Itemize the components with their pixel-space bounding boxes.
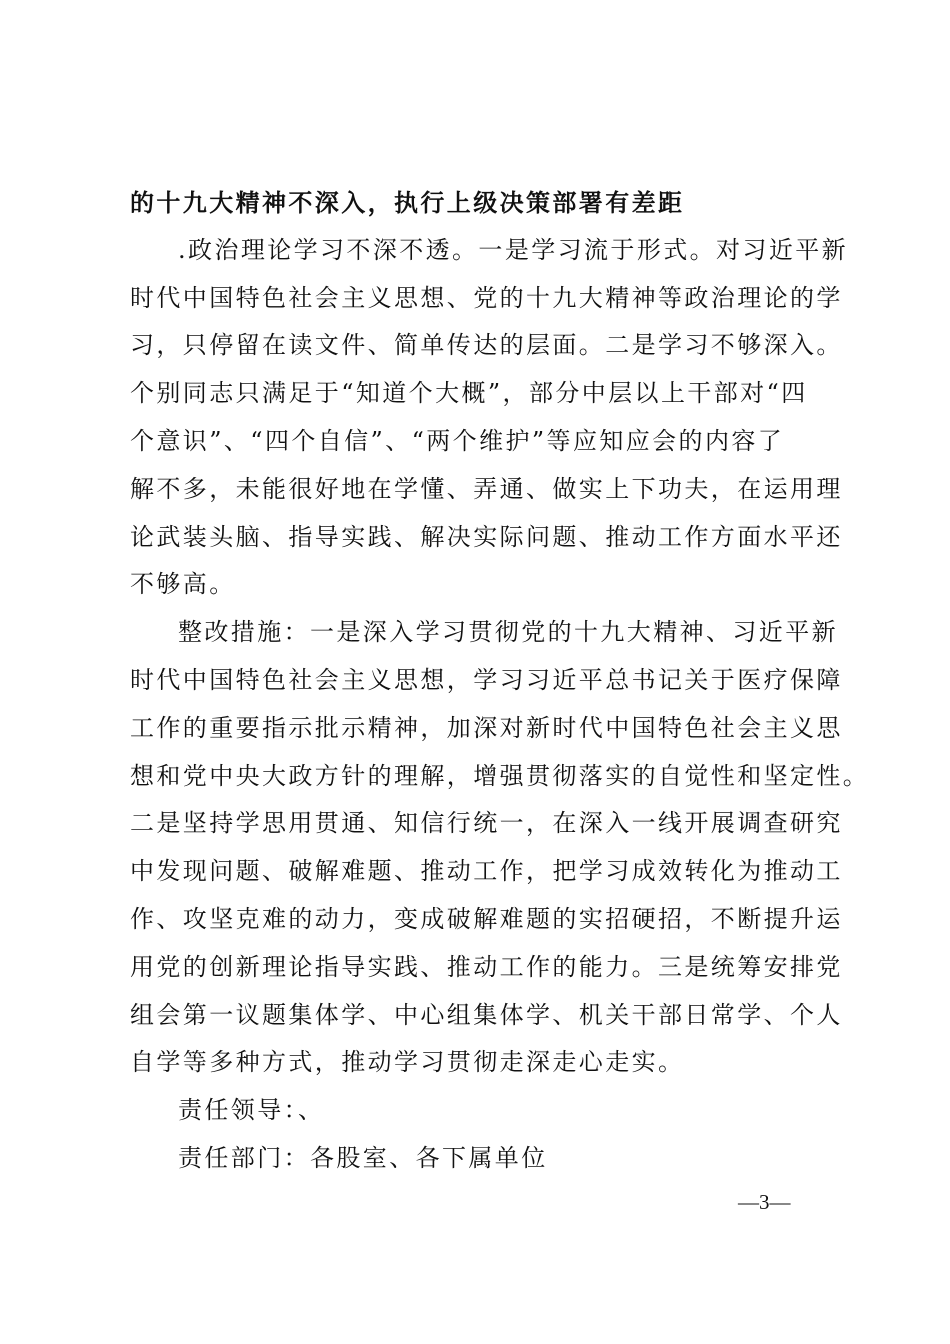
paragraph-line: .政治理论学习不深不透。一是学习流于形式。对习近平新 (178, 235, 849, 264)
paragraph-line: 二是坚持学思用贯通、知信行统一，在深入一线开展调查研究 (130, 809, 843, 838)
responsible-leader: 责任领导：、 (178, 1096, 325, 1125)
paragraph-line: 个别同志只满足于“知道个大概”，部分中层以上干部对“四 (130, 379, 808, 408)
paragraph-line: 不够高。 (130, 570, 236, 599)
paragraph-line: 中发现问题、破解难题、推动工作，把学习成效转化为推动工 (130, 857, 843, 886)
paragraph-line: 论武装头脑、指导实践、解决实际问题、推动工作方面水平还 (130, 522, 843, 551)
paragraph-line: 习，只停留在读文件、简单传达的层面。二是学习不够深入。 (130, 331, 843, 360)
paragraph-line: 时代中国特色社会主义思想，学习习近平总书记关于医疗保障 (130, 665, 843, 694)
paragraph-line: 自学等多种方式，推动学习贯彻走深走心走实。 (130, 1048, 685, 1077)
document-page (130, 179, 870, 1183)
paragraph-line: 用党的创新理论指导实践、推动工作的能力。三是统筹安排党 (130, 952, 843, 981)
paragraph-line: 作、攻坚克难的动力，变成破解难题的实招硬招，不断提升运 (130, 904, 843, 933)
paragraph-line: 整改措施：一是深入学习贯彻党的十九大精神、习近平新 (178, 618, 838, 647)
paragraph-rectification-measures (130, 609, 870, 1087)
paragraph-line: 时代中国特色社会主义思想、党的十九大精神等政治理论的学 (130, 283, 843, 312)
paragraph-political-theory (130, 227, 849, 609)
paragraph-line: 解不多，未能很好地在学懂、弄通、做实上下功夫，在运用理 (130, 474, 843, 503)
page-number: —3— (738, 1190, 791, 1214)
responsible-department: 责任部门：各股室、各下属单位 (178, 1143, 548, 1172)
paragraph-line: 工作的重要指示批示精神，加深对新时代中国特色社会主义思 (130, 713, 843, 742)
heading-tail: 的十九大精神不深入，执行上级决策部署有差距 (130, 188, 685, 217)
paragraph-line: 组会第一议题集体学、中心组集体学、机关干部日常学、个人 (130, 1000, 843, 1029)
paragraph-line: 个意识”、“四个自信”、“两个维护”等应知应会的内容了 (130, 426, 785, 455)
paragraph-line: 想和党中央大政方针的理解，增强贯彻落实的自觉性和坚定性。 (130, 761, 870, 790)
